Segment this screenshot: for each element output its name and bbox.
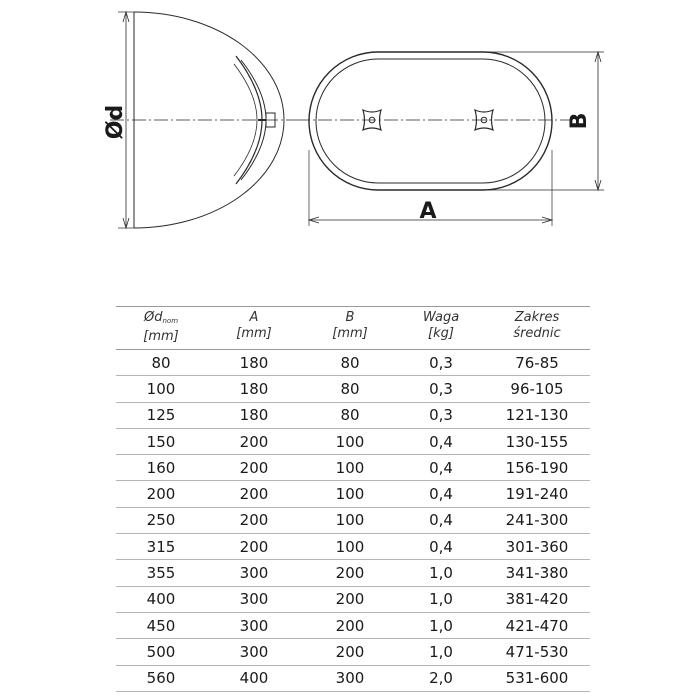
header-weight-title <box>398 310 484 326</box>
cell-a: 300 <box>206 560 302 586</box>
dim-b-label: B <box>567 112 592 130</box>
header-range-title-text: Zakres <box>514 310 560 325</box>
cell-a: 200 <box>206 507 302 533</box>
table-row <box>116 534 590 560</box>
cell-diameter: 100 <box>116 376 206 402</box>
header-a <box>206 307 302 350</box>
header-range-title <box>484 310 590 326</box>
table-row <box>116 586 590 612</box>
cell-b: 100 <box>302 481 398 507</box>
cell-a: 300 <box>206 612 302 638</box>
cell-weight: 0,4 <box>398 534 484 560</box>
cell-b: 80 <box>302 402 398 428</box>
cell-weight: 0,3 <box>398 376 484 402</box>
cell-diameter: 355 <box>116 560 206 586</box>
cell-range: 121-130 <box>484 402 590 428</box>
cell-a: 200 <box>206 428 302 454</box>
cell-diameter: 450 <box>116 612 206 638</box>
cell-range: 301-360 <box>484 534 590 560</box>
header-diameter-unit: [mm] <box>143 329 179 344</box>
cell-weight: 0,3 <box>398 350 484 376</box>
cell-a: 180 <box>206 376 302 402</box>
cell-range: 191-240 <box>484 481 590 507</box>
cell-a: 400 <box>206 665 302 691</box>
cell-weight: 2,0 <box>398 665 484 691</box>
side-view <box>110 12 296 228</box>
cell-range: 96-105 <box>484 376 590 402</box>
cell-diameter: 150 <box>116 428 206 454</box>
cell-b: 100 <box>302 428 398 454</box>
cell-b: 100 <box>302 507 398 533</box>
cell-weight: 1,0 <box>398 612 484 638</box>
cell-weight: 1,0 <box>398 586 484 612</box>
cell-range: 471-530 <box>484 639 590 665</box>
header-range <box>484 307 590 350</box>
cell-diameter: 315 <box>116 534 206 560</box>
cell-weight: 1,0 <box>398 639 484 665</box>
table-row <box>116 665 590 691</box>
cell-weight: 0,4 <box>398 428 484 454</box>
cell-b: 80 <box>302 350 398 376</box>
header-a-unit: [mm] <box>236 326 272 341</box>
cell-weight: 0,4 <box>398 455 484 481</box>
cell-b: 300 <box>302 665 398 691</box>
cell-weight: 0,3 <box>398 402 484 428</box>
dim-d-label: Ød <box>103 104 128 140</box>
cell-a: 200 <box>206 481 302 507</box>
table-header <box>116 307 590 350</box>
header-b-unit: [mm] <box>332 326 368 341</box>
table-row <box>116 376 590 402</box>
cell-range: 421-470 <box>484 612 590 638</box>
cell-a: 300 <box>206 639 302 665</box>
table-header-row <box>116 307 590 350</box>
cell-diameter: 560 <box>116 665 206 691</box>
header-range-unit: średnic <box>513 326 561 341</box>
cell-a: 180 <box>206 402 302 428</box>
cell-range: 241-300 <box>484 507 590 533</box>
header-weight-unit: [kg] <box>428 326 454 341</box>
header-diameter-subscript: nom <box>162 317 179 325</box>
cell-diameter: 400 <box>116 586 206 612</box>
cell-b: 200 <box>302 586 398 612</box>
cell-b: 200 <box>302 560 398 586</box>
cell-diameter: 500 <box>116 639 206 665</box>
cell-b: 80 <box>302 376 398 402</box>
table-body <box>116 350 590 692</box>
oval-cover-outer <box>309 52 552 190</box>
table-row <box>116 507 590 533</box>
cell-range: 381-420 <box>484 586 590 612</box>
cell-b: 100 <box>302 534 398 560</box>
cell-diameter: 160 <box>116 455 206 481</box>
cell-range: 76-85 <box>484 350 590 376</box>
table-row <box>116 402 590 428</box>
header-b <box>302 307 398 350</box>
table-row <box>116 560 590 586</box>
cell-diameter: 200 <box>116 481 206 507</box>
table-row <box>116 350 590 376</box>
cell-a: 200 <box>206 455 302 481</box>
cell-weight: 0,4 <box>398 481 484 507</box>
specification-table <box>116 306 590 692</box>
cell-b: 100 <box>302 455 398 481</box>
cell-b: 200 <box>302 612 398 638</box>
cell-a: 180 <box>206 350 302 376</box>
cell-weight: 0,4 <box>398 507 484 533</box>
table-row <box>116 428 590 454</box>
cell-range: 130-155 <box>484 428 590 454</box>
header-diameter-title-text: Ød <box>143 310 163 325</box>
dim-a-label: A <box>419 199 437 224</box>
cell-diameter: 125 <box>116 402 206 428</box>
cell-diameter: 80 <box>116 350 206 376</box>
cell-b: 200 <box>302 639 398 665</box>
header-b-title <box>302 310 398 326</box>
cell-range: 156-190 <box>484 455 590 481</box>
header-weight-title-text: Waga <box>422 310 460 325</box>
table-row <box>116 612 590 638</box>
header-a-title <box>206 310 302 326</box>
header-weight <box>398 307 484 350</box>
technical-drawing <box>0 0 700 300</box>
cell-diameter: 250 <box>116 507 206 533</box>
header-a-title-text: A <box>249 310 259 325</box>
table-row <box>116 639 590 665</box>
oval-cover-inner <box>316 59 545 183</box>
cell-range: 341-380 <box>484 560 590 586</box>
cell-a: 300 <box>206 586 302 612</box>
table-row <box>116 481 590 507</box>
table-row <box>116 455 590 481</box>
header-diameter-title <box>116 310 206 329</box>
cell-a: 200 <box>206 534 302 560</box>
header-diameter <box>116 307 206 350</box>
front-view <box>296 52 604 226</box>
header-b-title-text: B <box>345 310 355 325</box>
cell-range: 531-600 <box>484 665 590 691</box>
cell-weight: 1,0 <box>398 560 484 586</box>
